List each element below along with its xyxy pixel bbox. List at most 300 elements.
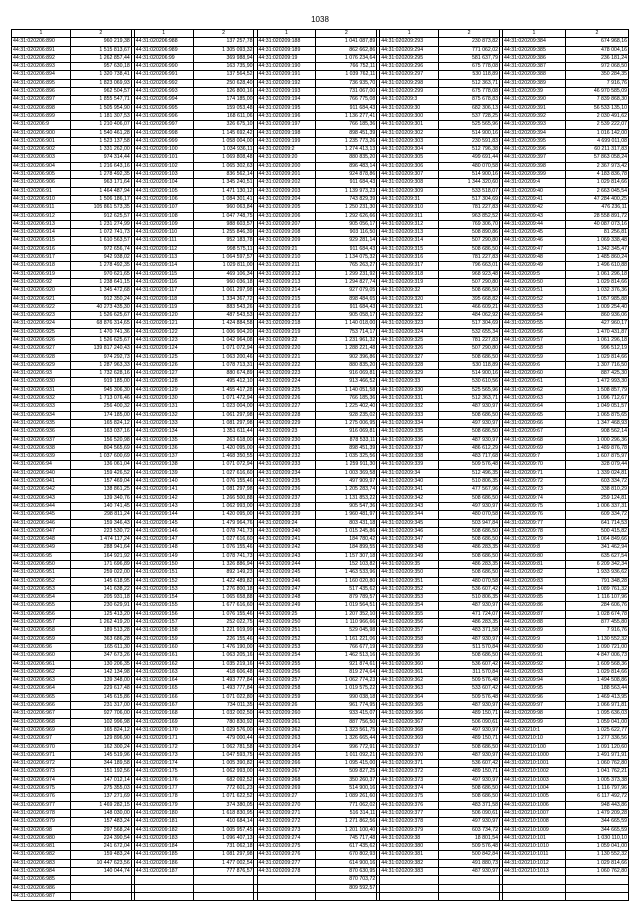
cadastral-value-cell: 772 601,23 [193, 785, 254, 793]
cadastral-value-cell: 1 078 713,31 [193, 361, 254, 369]
cadastral-number-cell: 44:31:020209:388 [503, 71, 566, 79]
cadastral-value-cell: 525 565,96 [439, 121, 500, 129]
cadastral-value-cell: 1 276 800,18 [193, 585, 254, 593]
cadastral-value-cell: 1 065 302,63 [193, 162, 254, 170]
cadastral-number-cell: 44:31:020206:977 [12, 801, 71, 809]
cadastral-value-cell: 508 686,50 [439, 652, 500, 660]
cadastral-value-cell: 508 686,50 [439, 793, 500, 801]
cadastral-number-cell [380, 892, 439, 900]
cadastral-number-cell: 44:31:020206:927 [12, 345, 71, 353]
cadastral-number-cell: 44:31:020209:143 [134, 502, 193, 510]
cadastral-value-cell: 1 231 961,32 [316, 336, 377, 344]
cadastral-value-cell: 1 062 774,23 [316, 677, 377, 685]
cadastral-number-cell: 44:31:020206:912 [12, 212, 71, 220]
table-row [12, 121, 629, 129]
cadastral-value-cell: 911 684,43 [316, 245, 377, 253]
cadastral-number-cell: 44:31:020209:31 [380, 195, 439, 203]
table-row [12, 254, 629, 262]
cadastral-value-cell: 990 038,18 [316, 693, 377, 701]
cadastral-value-cell: 913 466,52 [316, 378, 377, 386]
cadastral-number-cell: 44:31:020209:217 [257, 312, 316, 320]
cadastral-value-cell: 486 283,35 [439, 544, 500, 552]
cadastral-value-cell: 46 970 585,09 [565, 88, 628, 96]
cadastral-value-cell: 1 960 481,97 [316, 511, 377, 519]
cadastral-value-cell: 804 565,69 [70, 444, 131, 452]
cadastral-value-cell: 1 130 552,32 [565, 635, 628, 643]
cadastral-number-cell: 44:31:020209:249 [257, 602, 316, 610]
cadastral-number-cell: 44:31:020209:177 [134, 785, 193, 793]
cadastral-value-cell: 927 706,00 [70, 710, 131, 718]
cadastral-number-cell: 44:31:020209:3 [380, 96, 439, 104]
cadastral-number-cell: 44:31:020209:342 [380, 494, 439, 502]
cadastral-value-cell: 231 317,00 [70, 702, 131, 710]
cadastral-value-cell: 1 025 622,77 [565, 726, 628, 734]
cadastral-number-cell: 44:31:020209:327 [380, 353, 439, 361]
cadastral-value-cell: 483 371,58 [439, 801, 500, 809]
cadastral-number-cell: 44:31:020209:26 [257, 702, 316, 710]
cadastral-number-cell: 44:31:020206:950 [12, 561, 71, 569]
cadastral-number-cell: 44:31:020209:149 [134, 552, 193, 560]
cadastral-number-cell: 44:31:020209:271 [257, 809, 316, 817]
cadastral-value-cell: 1 305 093,32 [193, 46, 254, 54]
cadastral-number-cell: 44:31:020209:25 [257, 610, 316, 618]
cadastral-number-cell: 44:31:020206:991 [134, 71, 193, 79]
table-row [12, 245, 629, 253]
cadastral-number-cell: 44:31:020209:186 [134, 859, 193, 867]
cadastral-value-cell: 1 307 716,50 [565, 361, 628, 369]
cadastral-value-cell: 489 150,71 [439, 710, 500, 718]
cadastral-value-cell: 483 371,58 [439, 627, 500, 635]
cadastral-number-cell: 44:31:020209:144 [134, 511, 193, 519]
cadastral-number-cell: 44:31:020209:360 [380, 660, 439, 668]
cadastral-value-cell: 486 612,29 [439, 444, 500, 452]
cadastral-number-cell: 44:31:020209:295 [380, 54, 439, 62]
cadastral-value-cell: 1 278 492,35 [70, 262, 131, 270]
cadastral-number-cell: 44:31:020209:321 [380, 303, 439, 311]
cadastral-number-cell: 44:31:020209:384 [503, 38, 566, 46]
cadastral-value-cell: 165 611,30 [70, 643, 131, 651]
cadastral-value-cell: 968 923,48 [439, 270, 500, 278]
cadastral-number-cell: 44:31:020210:1000 [503, 751, 566, 759]
cadastral-number-cell: 44:31:020209:373 [380, 776, 439, 784]
cadastral-value-cell: 1 029 814,66 [565, 668, 628, 676]
cadastral-number-cell: 44:31:020209:305 [380, 154, 439, 162]
cadastral-value-cell: 68 876 314,65 [70, 320, 131, 328]
cadastral-value-cell: 1 294 827,74 [316, 278, 377, 286]
header-cell: 1 [134, 30, 193, 38]
table-row [12, 287, 629, 295]
cadastral-number-cell: 44:31:020209:325 [380, 336, 439, 344]
cadastral-number-cell: 44:31:020209:220 [257, 345, 316, 353]
cadastral-number-cell: 44:31:020206:923 [12, 312, 71, 320]
cadastral-number-cell: 44:31:020209:107 [134, 204, 193, 212]
cadastral-value-cell: 1 090 721,00 [565, 643, 628, 651]
cadastral-value-cell: 960 219,38 [70, 38, 131, 46]
cadastral-value-cell: 1 477 002,54 [193, 859, 254, 867]
cadastral-number-cell: 44:31:020209:315 [380, 245, 439, 253]
table-row [12, 785, 629, 793]
cadastral-value-cell: 188 563,44 [565, 685, 628, 693]
cadastral-value-cell: 224 390,54 [70, 834, 131, 842]
cadastral-number-cell: 44:31:020206:978 [12, 809, 71, 817]
cadastral-number-cell: 44:31:020209:375 [380, 793, 439, 801]
cadastral-number-cell: 44:31:020206:962 [12, 668, 71, 676]
cadastral-number-cell: 44:31:020206:982 [12, 851, 71, 859]
cadastral-number-cell: 44:31:020209:259 [257, 693, 316, 701]
cadastral-number-cell: 44:31:020206:898 [12, 104, 71, 112]
cadastral-value-cell: 928 235,02 [316, 411, 377, 419]
cadastral-value-cell: 159 483,24 [70, 851, 131, 859]
cadastral-value-cell: 1 060 762,80 [565, 867, 628, 875]
header-cell: 1 [503, 30, 566, 38]
cadastral-number-cell: 44:31:020209:190 [257, 63, 316, 71]
cadastral-number-cell: 44:31:020209:264 [257, 743, 316, 751]
cadastral-number-cell: 44:31:020209:205 [257, 204, 316, 212]
cadastral-value-cell: 1 019 575,22 [316, 685, 377, 693]
cadastral-value-cell: 1 076 155,46 [193, 544, 254, 552]
cadastral-number-cell: 44:31:020209:173 [134, 751, 193, 759]
cadastral-value-cell: 530 118,89 [439, 361, 500, 369]
cadastral-value-cell: 1 494 508,86 [565, 677, 628, 685]
cadastral-value-cell: 1 028 674,78 [565, 610, 628, 618]
cadastral-number-cell: 44:31:020209:221 [257, 353, 316, 361]
cadastral-number-cell: 44:31:020209:92 [503, 660, 566, 668]
cadastral-number-cell: 44:31:020206:955 [12, 602, 71, 610]
cadastral-number-cell: 44:31:020206:972 [12, 760, 71, 768]
cadastral-number-cell: 44:31:020209:266 [257, 760, 316, 768]
cadastral-number-cell: 44:31:020209:312 [380, 220, 439, 228]
cadastral-value-cell: 2 030 491,62 [565, 112, 628, 120]
cadastral-value-cell: 347 673,26 [70, 652, 131, 660]
table-row [12, 627, 629, 635]
cadastral-value-cell: 960 036,18 [193, 278, 254, 286]
header-cell: 2 [316, 30, 377, 38]
table-row [12, 320, 629, 328]
cadastral-number-cell: 44:31:020209:123 [134, 336, 193, 344]
cadastral-number-cell: 44:31:020209:2 [257, 146, 316, 154]
cadastral-number-cell: 44:31:020206:92 [12, 278, 71, 286]
cadastral-number-cell: 44:31:020209:344 [380, 511, 439, 519]
cadastral-number-cell: 44:31:020209:151 [134, 569, 193, 577]
cadastral-number-cell: 44:31:020209:27 [257, 793, 316, 801]
header-row [12, 30, 629, 38]
header-cell: 2 [70, 30, 131, 38]
cadastral-number-cell: 44:31:020206:926 [12, 336, 71, 344]
cadastral-value-cell: 1 259 911,30 [316, 461, 377, 469]
cadastral-value-cell: 491 880,73 [439, 859, 500, 867]
cadastral-number-cell: 44:31:020209:334 [380, 419, 439, 427]
cadastral-value-cell: 256 400,32 [70, 403, 131, 411]
cadastral-number-cell: 44:31:020206:959 [12, 635, 71, 643]
cadastral-value-cell: 1 713 076,46 [70, 395, 131, 403]
cadastral-value-cell: 1 057 985,88 [565, 295, 628, 303]
cadastral-value-cell: 916 069,81 [316, 428, 377, 436]
cadastral-value-cell: 533 518,07 [439, 187, 500, 195]
cadastral-value-cell: 809 592,57 [316, 884, 377, 892]
cadastral-value-cell: 1 069 808,48 [193, 154, 254, 162]
cadastral-value-cell: 898 484,65 [316, 295, 377, 303]
table-row [12, 146, 629, 154]
cadastral-value-cell: 297 568,24 [70, 826, 131, 834]
cadastral-value-cell: 512 496,35 [439, 469, 500, 477]
table-row [12, 652, 629, 660]
cadastral-value-cell: 1 032 376,36 [565, 287, 628, 295]
cadastral-value-cell: 395 668,82 [439, 295, 500, 303]
cadastral-number-cell: 44:31:020209:242 [257, 544, 316, 552]
table-row [12, 54, 629, 62]
cadastral-number-cell: 44:31:020209:101 [134, 154, 193, 162]
cadastral-value-cell: 1 062 781,58 [193, 743, 254, 751]
cadastral-value-cell: 1 607 875,97 [565, 453, 628, 461]
cadastral-value-cell [70, 876, 131, 884]
cadastral-number-cell: 44:31:020209:246 [257, 577, 316, 585]
cadastral-value-cell: 512 363,71 [439, 395, 500, 403]
cadastral-number-cell: 44:31:020209:382 [380, 859, 439, 867]
cadastral-number-cell: 44:31:020206:932 [12, 395, 71, 403]
table-row [12, 171, 629, 179]
cadastral-value-cell [439, 876, 500, 884]
cadastral-value-cell: 1 677 616,60 [193, 602, 254, 610]
cadastral-number-cell: 44:31:020209:132 [134, 411, 193, 419]
cadastral-value-cell: 1 255 846,39 [193, 229, 254, 237]
cadastral-value-cell: 745 717,48 [316, 834, 377, 842]
cadastral-number-cell: 44:31:020209:4 [503, 179, 566, 187]
cadastral-number-cell: 44:31:020209:53 [503, 303, 566, 311]
cadastral-value-cell: 126 800,16 [193, 88, 254, 96]
cadastral-number-cell: 44:31:020209:63 [503, 395, 566, 403]
cadastral-number-cell: 44:31:020209:391 [503, 104, 566, 112]
page-number: 1038 [311, 15, 329, 24]
cadastral-value-cell: 675 778,08 [439, 88, 500, 96]
cadastral-value-cell: 1 059 041,00 [565, 718, 628, 726]
cadastral-value-cell: 139 340,76 [70, 494, 131, 502]
cadastral-value-cell: 803 431,18 [316, 519, 377, 527]
cadastral-value-cell: 7 916,76 [565, 627, 628, 635]
cadastral-number-cell: 44:31:020209:99 [503, 718, 566, 726]
cadastral-number-cell: 44:31:020209:313 [380, 229, 439, 237]
cadastral-value-cell: 1 029 814,66 [565, 859, 628, 867]
table-row [12, 79, 629, 87]
table-row [12, 403, 629, 411]
cadastral-value-cell: 581 637,79 [439, 54, 500, 62]
cadastral-value-cell: 500 415,82 [565, 527, 628, 535]
cadastral-number-cell: 44:31:020209:136 [134, 444, 193, 452]
cadastral-value-cell: 961 774,95 [316, 702, 377, 710]
table-row [12, 494, 629, 502]
cadastral-number-cell: 44:31:020209:133 [134, 419, 193, 427]
cadastral-value-cell: 880 835,20 [316, 361, 377, 369]
cadastral-number-cell: 44:31:020209:387 [503, 63, 566, 71]
cadastral-number-cell: 44:31:020206:890 [12, 38, 71, 46]
cadastral-number-cell: 44:31:020209:164 [134, 677, 193, 685]
cadastral-number-cell: 44:31:020206:916 [12, 245, 71, 253]
cadastral-number-cell: 44:31:020209:182 [134, 826, 193, 834]
cadastral-number-cell: 44:31:020209:191 [257, 71, 316, 79]
table-row [12, 154, 629, 162]
cadastral-value-cell: 1 059 041,00 [565, 843, 628, 851]
cadastral-value-cell: 1 037 600,69 [70, 453, 131, 461]
cadastral-value-cell: 903 116,50 [316, 229, 377, 237]
cadastral-number-cell: 44:31:020209:294 [380, 46, 439, 54]
cadastral-number-cell: 44:31:020209:347 [380, 536, 439, 544]
cadastral-number-cell: 44:31:020209:247 [257, 585, 316, 593]
cadastral-value-cell: 374 380,05 [193, 801, 254, 809]
cadastral-number-cell: 44:31:020209:96 [503, 693, 566, 701]
cadastral-value-cell: 1 287 963,33 [70, 361, 131, 369]
cadastral-value-cell: 765 263,27 [316, 262, 377, 270]
table-row [12, 561, 629, 569]
cadastral-value-cell: 1 424 884,58 [193, 320, 254, 328]
cadastral-number-cell: 44:31:020206:919 [12, 270, 71, 278]
table-row [12, 643, 629, 651]
cadastral-value-cell: 988 603,57 [193, 220, 254, 228]
cadastral-value-cell: 1 472 993,30 [565, 378, 628, 386]
cadastral-number-cell: 44:31:020209:322 [380, 312, 439, 320]
cadastral-value-cell: 509 576,48 [439, 461, 500, 469]
cadastral-value-cell: 929 281,14 [316, 237, 377, 245]
cadastral-value-cell: 168 611,06 [193, 112, 254, 120]
cadastral-value-cell: 508 686,50 [439, 245, 500, 253]
cadastral-value-cell: 1 035 219,16 [193, 660, 254, 668]
cadastral-number-cell: 44:31:020209:76 [503, 511, 566, 519]
cadastral-number-cell: 44:31:020209:66 [503, 419, 566, 427]
cadastral-value-cell: 162 300,24 [70, 743, 131, 751]
cadastral-value-cell: 617 435,62 [316, 843, 377, 851]
cadastral-number-cell: 44:31:020209:349 [380, 552, 439, 560]
cadastral-value-cell: 205 931,18 [70, 594, 131, 602]
cadastral-number-cell: 44:31:020209:35 [380, 561, 439, 569]
cadastral-number-cell: 44:31:020210:1010 [503, 843, 566, 851]
cadastral-value-cell: 769 306,70 [439, 220, 500, 228]
cadastral-number-cell: 44:31:020209:94 [503, 677, 566, 685]
cadastral-value-cell: 1 095 415,00 [316, 760, 377, 768]
cadastral-number-cell: 44:31:020209:369 [380, 735, 439, 743]
cadastral-number-cell: 44:31:020209:355 [380, 610, 439, 618]
cadastral-value-cell: 963 171,64 [70, 179, 131, 187]
cadastral-number-cell [503, 876, 566, 884]
cadastral-value-cell: 878 533,11 [316, 436, 377, 444]
cadastral-number-cell: 44:31:020206:947 [12, 527, 71, 535]
cadastral-value-cell: 1 084 301,41 [193, 195, 254, 203]
cadastral-value-table [11, 29, 629, 901]
cadastral-value-cell: 870 703,72 [316, 876, 377, 884]
cadastral-value-cell: 1 476 190,00 [193, 643, 254, 651]
cadastral-value-cell: 275 355,03 [70, 785, 131, 793]
cadastral-number-cell: 44:31:020209:304 [380, 146, 439, 154]
cadastral-value-cell: 512 796,38 [439, 146, 500, 154]
cadastral-number-cell: 44:31:020206:946 [12, 519, 71, 527]
cadastral-number-cell: 44:31:020206:97 [12, 735, 71, 743]
cadastral-number-cell: 44:31:020209:74 [503, 494, 566, 502]
cadastral-number-cell: 44:31:020209:187 [134, 867, 193, 875]
cadastral-number-cell: 44:31:020209:200 [257, 162, 316, 170]
table-row [12, 735, 629, 743]
cadastral-number-cell: 44:31:020209:138 [134, 461, 193, 469]
cadastral-value-cell: 887 425,30 [565, 370, 628, 378]
cadastral-value-cell: 471 724,07 [439, 610, 500, 618]
cadastral-number-cell: 44:31:020206:915 [12, 237, 71, 245]
cadastral-value-cell: 350 284,35 [565, 71, 628, 79]
table-row [12, 602, 629, 610]
cadastral-value-cell: 1 262 857,44 [70, 54, 131, 62]
cadastral-number-cell: 44:31:020210:10 [503, 735, 566, 743]
cadastral-number-cell: 44:31:020209:30 [380, 104, 439, 112]
cadastral-value-cell: 1 278 492,35 [70, 171, 131, 179]
cadastral-value-cell: 1 210 406,07 [70, 121, 131, 129]
cadastral-value-cell [439, 892, 500, 900]
cadastral-value-cell: 298 811,24 [70, 511, 131, 519]
cadastral-number-cell: 44:31:020209:171 [134, 735, 193, 743]
cadastral-number-cell: 44:31:020209:238 [257, 502, 316, 510]
cadastral-number-cell: 44:31:020209:353 [380, 594, 439, 602]
cadastral-value-cell: 145 519,96 [70, 751, 131, 759]
cadastral-value-cell: 1 491 971,91 [565, 751, 628, 759]
cadastral-number-cell: 44:31:020209:240 [257, 527, 316, 535]
header-cell: 2 [565, 30, 628, 38]
cadastral-value-cell: 912 350,24 [70, 295, 131, 303]
cadastral-value-cell: 1 076 155,46 [193, 478, 254, 486]
cadastral-number-cell: 44:31:020206:993 [134, 88, 193, 96]
cadastral-value-cell: 1 933 936,62 [565, 569, 628, 577]
cadastral-value-cell: 675 778,08 [439, 63, 500, 71]
table-row [12, 204, 629, 212]
cadastral-value-cell: 1 420 095,00 [193, 444, 254, 452]
cadastral-value-cell: 948 443,86 [565, 801, 628, 809]
cadastral-number-cell: 44:31:020209:41 [503, 195, 566, 203]
cadastral-value-cell: 1 823 069,93 [70, 79, 131, 87]
cadastral-number-cell: 44:31:020209:323 [380, 320, 439, 328]
cadastral-number-cell: 44:31:020209:50 [503, 278, 566, 286]
table-row [12, 212, 629, 220]
table-row [12, 478, 629, 486]
cadastral-number-cell: 44:31:020206:960 [12, 652, 71, 660]
cadastral-value-cell: 532 655,34 [439, 328, 500, 336]
cadastral-value-cell: 945 306,30 [70, 386, 131, 394]
cadastral-number-cell: 44:31:020209:245 [257, 569, 316, 577]
cadastral-value-cell: 1 065 658,88 [193, 594, 254, 602]
cadastral-number-cell: 44:31:020209:206 [257, 212, 316, 220]
cadastral-value-cell: 487 930,97 [439, 751, 500, 759]
cadastral-number-cell: 44:31:020209:381 [380, 851, 439, 859]
cadastral-value-cell: 165 824,12 [70, 726, 131, 734]
table-row [12, 395, 629, 403]
cadastral-number-cell: 44:31:020210:101 [503, 834, 566, 842]
cadastral-value-cell: 1 205 283,74 [316, 486, 377, 494]
cadastral-value-cell: 497 930,97 [439, 419, 500, 427]
cadastral-value-cell: 1 339 024,81 [565, 469, 628, 477]
cadastral-value-cell: 1 005 957,45 [193, 826, 254, 834]
cadastral-number-cell: 44:31:020209:311 [380, 212, 439, 220]
cadastral-value-cell: 911 684,43 [316, 104, 377, 112]
cadastral-value-cell: 877 455,80 [565, 619, 628, 627]
cadastral-value-cell: 508 686,50 [439, 569, 500, 577]
header-cell: 2 [439, 30, 500, 38]
cadastral-number-cell: 44:31:020209:88 [503, 619, 566, 627]
cadastral-number-cell: 44:31:020209:57 [503, 336, 566, 344]
table-row [12, 112, 629, 120]
cadastral-number-cell: 44:31:020209:61 [503, 378, 566, 386]
table-row [12, 386, 629, 394]
cadastral-number-cell: 44:31:020209:36 [380, 652, 439, 660]
cadastral-number-cell: 44:31:020209:128 [134, 378, 193, 386]
cadastral-number-cell: 44:31:020209:274 [257, 834, 316, 842]
cadastral-number-cell: 44:31:020206:931 [12, 386, 71, 394]
cadastral-number-cell: 44:31:020209:331 [380, 395, 439, 403]
cadastral-number-cell: 44:31:020209:21 [257, 245, 316, 253]
cadastral-value-cell: 184 899,55 [316, 544, 377, 552]
cadastral-number-cell: 44:31:020209:170 [134, 726, 193, 734]
cadastral-value-cell: 47 284 400,25 [565, 195, 628, 203]
